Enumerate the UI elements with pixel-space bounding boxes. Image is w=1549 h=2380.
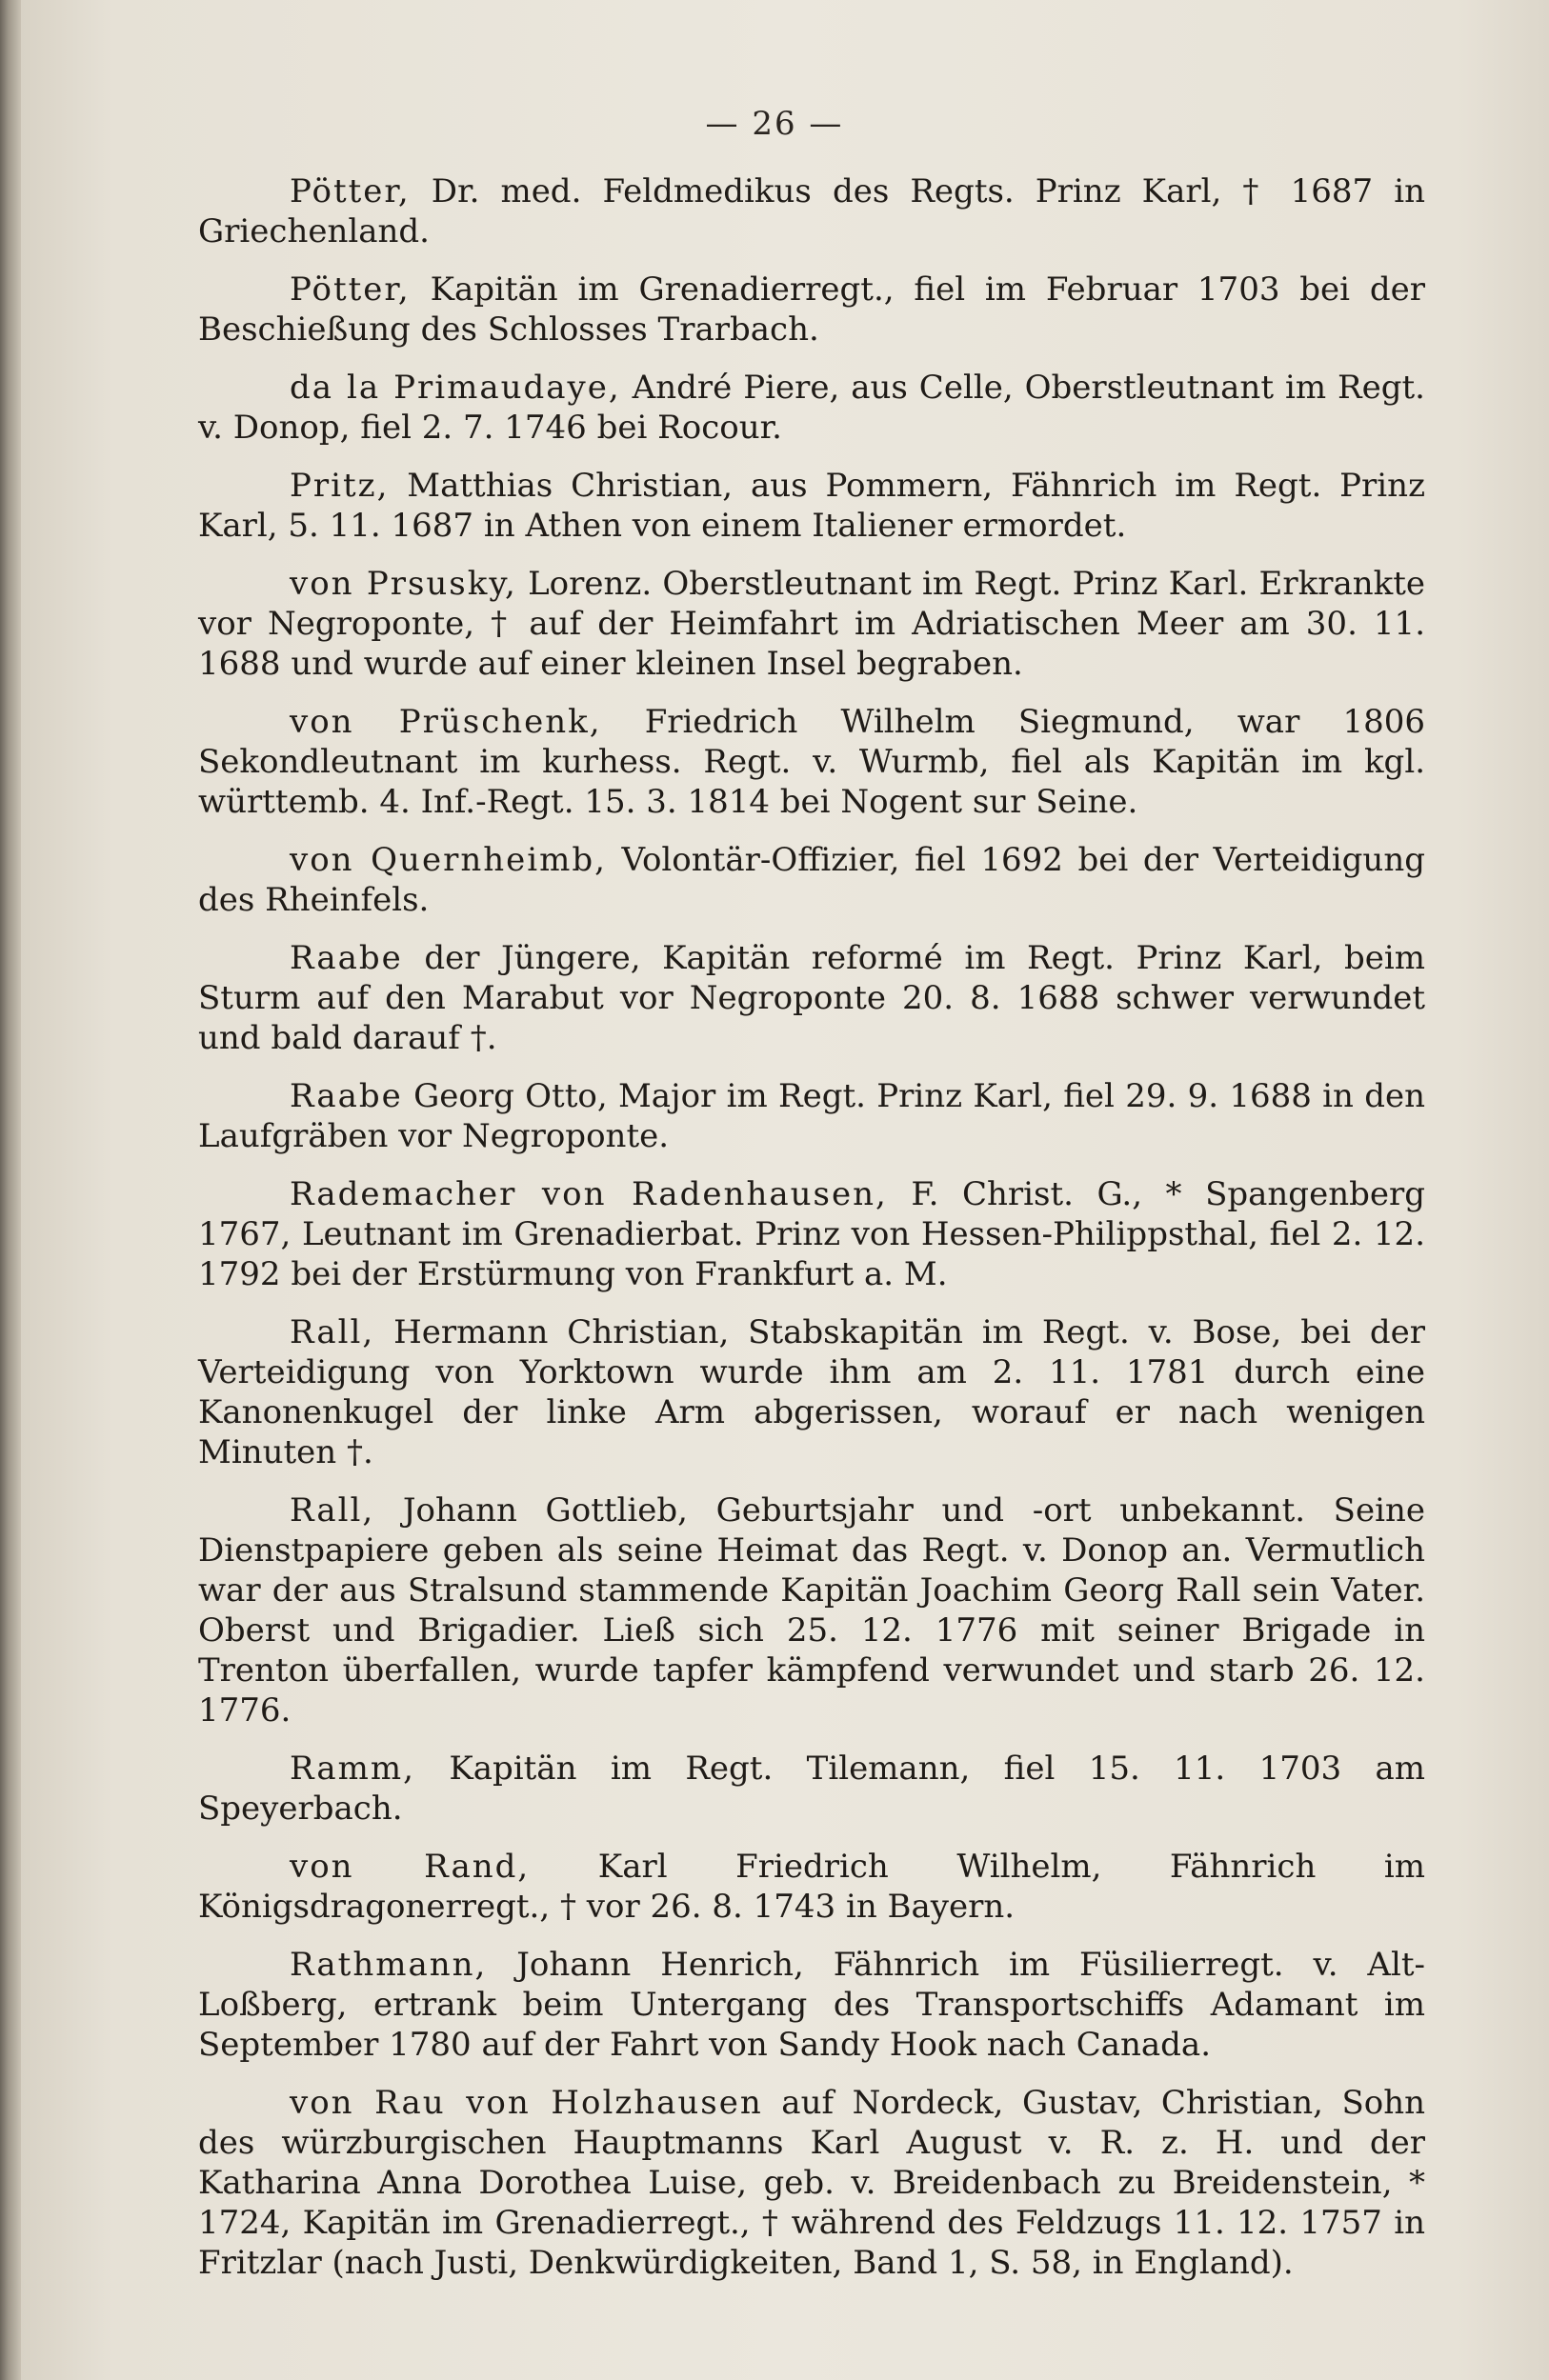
entry [198,840,1425,920]
entry-list [198,171,1425,2301]
entry [198,1847,1425,1927]
book-gutter-shadow [0,0,21,2380]
entry-name: Raabe [290,939,403,977]
entry-text: Lorenz. Oberstleutnant im Regt. Prinz Karl. Erkrankte vor Negroponte, † auf der Heimfahrt im Adriatischen Meer am 30. 11. 1688 und wurde auf einer kleinen Insel begraben. [198,565,1425,683]
entry-name: da la Primaudaye, [290,369,621,407]
entry [198,1312,1425,1472]
entry [198,171,1425,251]
entry-text: Georg Otto, Major im Regt. Prinz Karl, fiel 29. 9. 1688 in den Laufgräben vor Negroponte. [198,1077,1425,1155]
entry-text: Volontär-Offizier, fiel 1692 bei der Verteidigung des Rheinfels. [198,841,1425,919]
entry-name: Rall, [290,1313,375,1351]
entry-name: von Quernheimb, [290,841,607,879]
entry [198,368,1425,448]
entry [198,466,1425,546]
entry [198,1945,1425,2065]
entry-name: von Prüschenk, [290,703,602,741]
entry [198,702,1425,822]
entry [198,1490,1425,1730]
entry [198,564,1425,684]
entry-text: Friedrich Wilhelm Siegmund, war 1806 Sekondleutnant im kurhess. Regt. v. Wurmb, fiel als Kapitän im kgl. württemb. 4. Inf.-Regt. 15. 3. 1814 bei Nogent sur Seine. [198,703,1425,821]
entry-text: Kapitän im Regt. Tilemann, fiel 15. 11. 1703 am Speyerbach. [198,1750,1425,1828]
entry-text: André Piere, aus Celle, Oberstleutnant im Regt. v. Donop, fiel 2. 7. 1746 bei Rocour. [198,369,1425,447]
entry-text: Dr. med. Feldmedikus des Regts. Prinz Karl, † 1687 in Griechenland. [198,172,1425,250]
entry-text: Johann Henrich, Fähnrich im Füsilierregt. v. Alt-Loßberg, ertrank beim Untergang des Transportschiffs Adamant im September 1780 auf der Fahrt von Sandy Hook nach Canada. [198,1946,1425,2064]
entry-name: von Rand, [290,1848,531,1886]
entry-text: Kapitän im Grenadierregt., fiel im Februar 1703 bei der Beschießung des Schlosses Trarbach. [198,270,1425,349]
entry-name: Pritz, [290,467,390,505]
entry-text: Karl Friedrich Wilhelm, Fähnrich im Königsdragonerregt., † vor 26. 8. 1743 in Bayern. [198,1848,1425,1926]
page-number: — 26 — [705,105,844,143]
entry-name: von Prsusky, [290,565,517,603]
entry [198,1076,1425,1156]
entry-text: Matthias Christian, aus Pommern, Fähnrich im Regt. Prinz Karl, 5. 11. 1687 in Athen von einem Italiener ermordet. [198,467,1425,545]
entry-name: Rademacher von Radenhausen, [290,1175,888,1213]
entry-text: F. Christ. G., * Spangenberg 1767, Leutnant im Grenadierbat. Prinz von Hessen-Philippsthal, fiel 2. 12. 1792 bei der Erstürmung von Frankfurt a. M. [198,1175,1425,1293]
entry [198,2083,1425,2283]
entry-name: Rathmann, [290,1946,488,1984]
entry [198,938,1425,1058]
entry-name: von Rau von Holzhausen [290,2084,763,2122]
entry-name: Raabe [290,1077,403,1115]
entry-text: Johann Gottlieb, Geburtsjahr und -ort unbekannt. Seine Dienstpapiere geben als seine Heimat das Regt. v. Donop an. Vermutlich war der aus Stralsund stammende Kapitän Joachim Georg Rall sein Vater. Oberst und Brigadier. Ließ sich 25. 12. 1776 mit seiner Brigade in Trenton überfallen, wurde tapfer kämpfend verwundet und starb 26. 12. 1776. [198,1491,1425,1730]
entry-name: Ramm, [290,1750,415,1788]
entry-text: auf Nordeck, Gustav, Christian, Sohn des würzburgischen Hauptmanns Karl August v. R. z. H. und der Katharina Anna Dorothea Luise, geb. v. Breidenbach zu Breidenstein, * 1724, Kapitän im Grenadierregt., † während des Feldzugs 11. 12. 1757 in Fritzlar (nach Justi, Denkwürdigkeiten, Band 1, S. 58, in England). [198,2084,1426,2282]
entry-name: Pötter, [290,172,411,210]
entry [198,1749,1425,1829]
entry [198,270,1425,350]
entry-text: der Jüngere, Kapitän reformé im Regt. Prinz Karl, beim Sturm auf den Marabut vor Negroponte 20. 8. 1688 schwer verwundet und bald darauf †. [198,939,1425,1057]
entry-text: Hermann Christian, Stabskapitän im Regt. v. Bose, bei der Verteidigung von Yorktown wurde ihm am 2. 11. 1781 durch eine Kanonenkugel der linke Arm abgerissen, worauf er nach wenigen Minuten †. [198,1313,1425,1471]
entry-name: Pötter, [290,270,411,309]
entry [198,1174,1425,1294]
entry-name: Rall, [290,1491,375,1530]
